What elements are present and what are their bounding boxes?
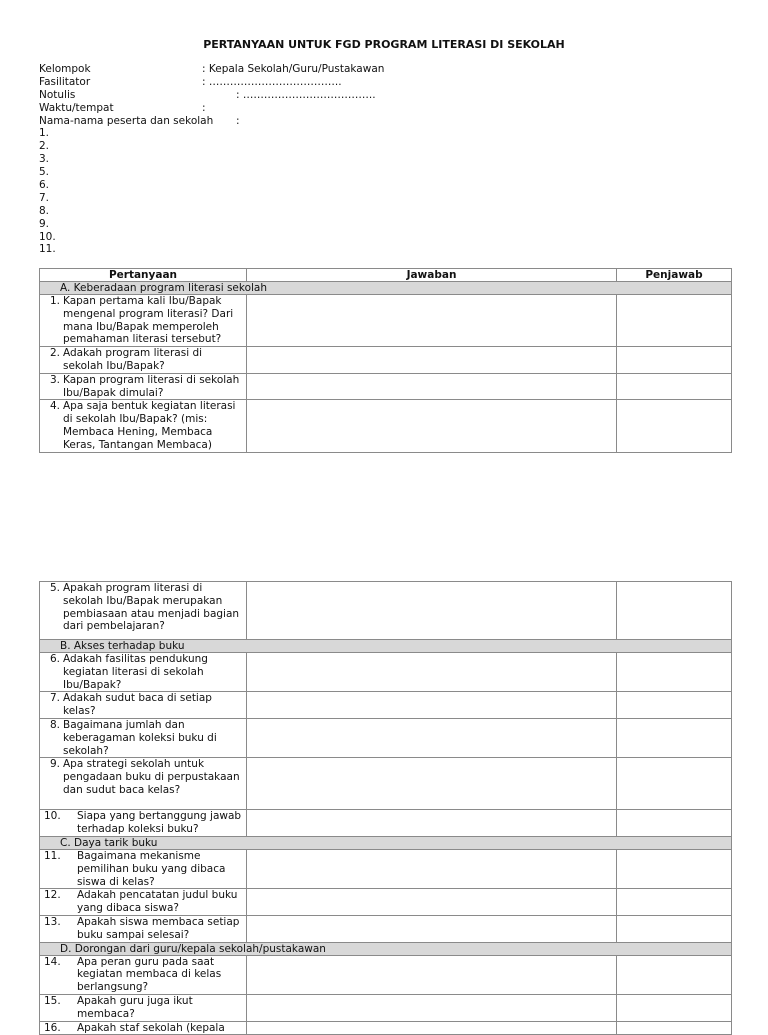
table-row bbox=[40, 347, 732, 374]
question-text: Apakah staf sekolah (kepala bbox=[77, 1021, 225, 1034]
section-row-d bbox=[40, 942, 732, 955]
section-row-c bbox=[40, 836, 732, 849]
table-row bbox=[40, 653, 732, 692]
table-row bbox=[40, 849, 732, 888]
question-text: Bagaimana mekanisme pemilihan buku yang dibaca siswa di kelas? bbox=[77, 849, 226, 888]
respondent-cell[interactable] bbox=[617, 373, 732, 400]
question-number: 1. bbox=[49, 295, 60, 307]
question-number: 11. bbox=[44, 849, 61, 862]
answer-cell[interactable] bbox=[247, 295, 617, 347]
question-number: 7. bbox=[49, 692, 60, 705]
respondent-cell[interactable] bbox=[617, 955, 732, 994]
question-text: Adakah pencatatan judul buku yang dibaca siswa? bbox=[77, 889, 238, 915]
question-number: 12. bbox=[44, 889, 61, 902]
question-text: Kapan pertama kali Ibu/Bapak mengenal program literasi? Dari mana Ibu/Bapak memperoleh pemahaman literasi tersebut? bbox=[63, 295, 234, 346]
question-text: Kapan program literasi di sekolah Ibu/Bapak dimulai? bbox=[63, 373, 240, 399]
answer-cell[interactable] bbox=[247, 692, 617, 719]
meta-row-waktu bbox=[39, 102, 739, 115]
table-row bbox=[40, 400, 732, 452]
participant-number: 5. bbox=[39, 166, 50, 179]
respondent-cell[interactable] bbox=[617, 1021, 732, 1035]
peserta-label: Nama-nama peserta dan sekolah bbox=[39, 114, 214, 127]
answer-cell[interactable] bbox=[247, 758, 617, 810]
fasilitator-label: Fasilitator bbox=[39, 75, 91, 88]
table-row bbox=[40, 718, 732, 757]
question-cell bbox=[40, 373, 247, 400]
section-title: A. Keberadaan program literasi sekolah bbox=[40, 282, 732, 295]
question-cell bbox=[40, 955, 247, 994]
answer-cell[interactable] bbox=[247, 582, 617, 640]
question-text: Apa peran guru pada saat kegiatan membaca di kelas berlangsung? bbox=[77, 955, 222, 994]
question-number: 6. bbox=[49, 653, 60, 665]
question-cell bbox=[40, 295, 247, 347]
answer-cell[interactable] bbox=[247, 994, 617, 1021]
respondent-cell[interactable] bbox=[617, 718, 732, 757]
header-pertanyaan: Pertanyaan bbox=[40, 269, 247, 282]
question-text: Siapa yang bertanggung jawab terhadap koleksi buku? bbox=[77, 810, 242, 836]
section-title: D. Dorongan dari guru/kepala sekolah/pustakawan bbox=[40, 942, 732, 955]
respondent-cell[interactable] bbox=[617, 347, 732, 374]
participant-number: 1. bbox=[39, 127, 50, 140]
question-cell bbox=[40, 400, 247, 452]
waktu-value: : bbox=[202, 101, 206, 114]
question-number: 8. bbox=[49, 718, 60, 731]
question-text: Apa strategi sekolah untuk pengadaan buku di perpustakaan dan sudut baca kelas? bbox=[63, 758, 240, 796]
section-title: B. Akses terhadap buku bbox=[40, 640, 732, 653]
question-cell bbox=[40, 810, 247, 837]
participant-number: 7. bbox=[39, 191, 50, 204]
participant-number: 2. bbox=[39, 140, 50, 153]
question-number: 15. bbox=[44, 994, 61, 1007]
question-cell bbox=[40, 347, 247, 374]
respondent-cell[interactable] bbox=[617, 582, 732, 640]
table-row bbox=[40, 915, 732, 942]
question-number: 4. bbox=[49, 400, 60, 413]
table-row bbox=[40, 758, 732, 810]
respondent-cell[interactable] bbox=[617, 994, 732, 1021]
respondent-cell[interactable] bbox=[617, 400, 732, 452]
meta-row-fasilitator bbox=[39, 76, 739, 89]
table-row bbox=[40, 889, 732, 916]
respondent-cell[interactable] bbox=[617, 915, 732, 942]
question-table-part-1 bbox=[39, 268, 732, 453]
answer-cell[interactable] bbox=[247, 1021, 617, 1035]
respondent-cell[interactable] bbox=[617, 849, 732, 888]
participant-number: 6. bbox=[39, 179, 50, 192]
participant-number: 11. bbox=[39, 243, 56, 256]
answer-cell[interactable] bbox=[247, 889, 617, 916]
table-row bbox=[40, 295, 732, 347]
question-number: 10. bbox=[44, 810, 61, 823]
question-text: Apakah siswa membaca setiap buku sampai selesai? bbox=[77, 915, 240, 941]
answer-cell[interactable] bbox=[247, 400, 617, 452]
question-text: Apakah guru juga ikut membaca? bbox=[77, 994, 193, 1020]
section-title: C. Daya tarik buku bbox=[40, 836, 732, 849]
respondent-cell[interactable] bbox=[617, 758, 732, 810]
participant-number: 8. bbox=[39, 204, 50, 217]
question-text: Adakah fasilitas pendukung kegiatan literasi di sekolah Ibu/Bapak? bbox=[63, 653, 208, 691]
kelompok-value: : Kepala Sekolah/Guru/Pustakawan bbox=[202, 63, 385, 75]
question-cell bbox=[40, 653, 247, 692]
meta-row-kelompok bbox=[39, 63, 739, 76]
participant-number: 9. bbox=[39, 217, 50, 230]
header-jawaban: Jawaban bbox=[247, 269, 617, 282]
question-number: 5. bbox=[49, 582, 60, 594]
respondent-cell[interactable] bbox=[617, 295, 732, 347]
question-number: 14. bbox=[44, 955, 61, 968]
question-text: Apakah program literasi di sekolah Ibu/Bapak merupakan pembiasaan atau menjadi bagian dari pembelajaran? bbox=[63, 582, 240, 633]
table-row bbox=[40, 810, 732, 837]
question-cell bbox=[40, 692, 247, 719]
kelompok-label: Kelompok bbox=[39, 63, 91, 75]
participant-number: 10. bbox=[39, 230, 56, 243]
answer-cell[interactable] bbox=[247, 810, 617, 837]
question-cell bbox=[40, 758, 247, 810]
notulis-value: : ……………………………….. bbox=[236, 88, 376, 101]
question-cell bbox=[40, 994, 247, 1021]
section-row-b bbox=[40, 640, 732, 653]
table-row bbox=[40, 1021, 732, 1035]
answer-cell[interactable] bbox=[247, 653, 617, 692]
document-title: PERTANYAAN UNTUK FGD PROGRAM LITERASI DI SEKOLAH bbox=[203, 38, 565, 51]
question-text: Adakah program literasi di sekolah Ibu/Bapak? bbox=[63, 347, 203, 372]
question-number: 16. bbox=[44, 1021, 61, 1034]
question-text: Adakah sudut baca di setiap kelas? bbox=[63, 692, 212, 718]
question-number: 9. bbox=[49, 758, 60, 771]
question-number: 3. bbox=[49, 373, 60, 386]
answer-cell[interactable] bbox=[247, 849, 617, 888]
answer-cell[interactable] bbox=[247, 718, 617, 757]
notulis-label: Notulis bbox=[39, 88, 76, 101]
question-cell bbox=[40, 915, 247, 942]
answer-cell[interactable] bbox=[247, 347, 617, 374]
table-row bbox=[40, 994, 732, 1021]
question-cell bbox=[40, 582, 247, 640]
answer-cell[interactable] bbox=[247, 915, 617, 942]
meta-row-peserta bbox=[39, 115, 739, 128]
participant-number: 3. bbox=[39, 153, 50, 166]
question-text: Apa saja bentuk kegiatan literasi di sekolah Ibu/Bapak? (mis: Membaca Hening, Membaca Keras, Tantangan Membaca) bbox=[63, 400, 236, 451]
question-cell bbox=[40, 718, 247, 757]
table-row bbox=[40, 692, 732, 719]
waktu-label: Waktu/tempat bbox=[39, 101, 114, 114]
question-cell bbox=[40, 1021, 247, 1035]
meta-row-notulis bbox=[39, 89, 739, 102]
table-row bbox=[40, 955, 732, 994]
question-cell bbox=[40, 889, 247, 916]
respondent-cell[interactable] bbox=[617, 653, 732, 692]
fasilitator-value: : ……………………………….. bbox=[202, 75, 342, 88]
table-header-row bbox=[40, 269, 732, 282]
question-table-part-2 bbox=[39, 581, 732, 1035]
section-row-a bbox=[40, 282, 732, 295]
question-number: 13. bbox=[44, 915, 61, 928]
answer-cell[interactable] bbox=[247, 373, 617, 400]
question-cell bbox=[40, 849, 247, 888]
respondent-cell[interactable] bbox=[617, 889, 732, 916]
question-number: 2. bbox=[49, 347, 60, 360]
header-penjawab: Penjawab bbox=[617, 269, 732, 282]
question-text: Bagaimana jumlah dan keberagaman koleksi buku di sekolah? bbox=[63, 718, 217, 757]
answer-cell[interactable] bbox=[247, 955, 617, 994]
respondent-cell[interactable] bbox=[617, 810, 732, 837]
table-row bbox=[40, 582, 732, 640]
peserta-value: : bbox=[236, 114, 240, 127]
table-row bbox=[40, 373, 732, 400]
meta-block bbox=[39, 63, 739, 256]
respondent-cell[interactable] bbox=[617, 692, 732, 719]
